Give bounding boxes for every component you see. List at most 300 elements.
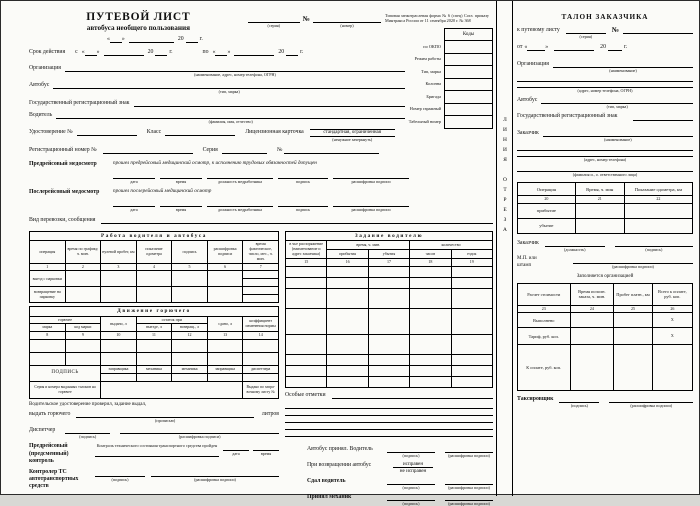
sign-caption: (подпись) — [79, 434, 97, 440]
table-cell — [65, 353, 101, 366]
table-cell — [207, 353, 243, 366]
layout — [445, 493, 493, 506]
table-cell — [445, 91, 493, 104]
table-cell — [65, 271, 101, 287]
blank-line — [445, 493, 493, 501]
year-token: 20 — [147, 49, 154, 56]
right-column — [285, 231, 493, 506]
blank-line — [609, 395, 693, 403]
blank-line — [104, 48, 144, 56]
table-cell — [368, 365, 409, 376]
blank-line — [608, 43, 622, 51]
table-cell — [327, 308, 368, 334]
signfull-caption: (расшифровка подписи) — [448, 452, 490, 458]
table-cell — [101, 340, 137, 353]
pre-control-label: Предрейсовый (предсменный) контроль — [29, 443, 69, 464]
customer-caption: (наименование) — [604, 137, 632, 143]
driver-work-table — [29, 231, 279, 303]
special-marks-row — [285, 391, 493, 400]
blank-line — [284, 146, 379, 154]
layout — [518, 183, 693, 234]
table-cell — [451, 354, 492, 365]
bus-accepted-label: Автобус принял. Водитель — [307, 445, 373, 452]
table-cell — [368, 334, 409, 354]
table-cell — [368, 308, 409, 334]
driver-label: Водитель — [29, 111, 53, 118]
layout — [286, 232, 493, 387]
blank-line — [553, 60, 693, 68]
blank-line — [65, 426, 110, 434]
table-cell — [327, 365, 368, 376]
blank-line — [253, 443, 279, 451]
table-cell — [614, 328, 653, 345]
layout — [160, 199, 202, 212]
table-cell — [614, 345, 653, 391]
organization-label: Организация — [29, 65, 61, 72]
blank-line — [113, 199, 155, 207]
col-paid-run: Пробег платн., км — [614, 283, 653, 305]
layout — [517, 166, 693, 177]
col-arrival: прибытия — [327, 250, 368, 259]
blank-line — [332, 391, 493, 399]
god-token: г. — [199, 36, 203, 43]
blank-line — [85, 48, 97, 56]
table-cell — [243, 287, 279, 295]
layout — [30, 241, 279, 263]
table-cell — [65, 340, 101, 353]
col-total-due: Всего к оплате, руб. коп. — [652, 283, 692, 305]
date-caption: дата — [130, 207, 138, 213]
table-cell: 20 — [518, 196, 576, 204]
validity-row — [29, 48, 381, 57]
col-odometer: показание одометра — [136, 241, 172, 263]
table-cell — [451, 365, 492, 376]
table-cell: 26 — [652, 305, 692, 313]
table-cell — [451, 308, 492, 334]
table-cell — [207, 373, 243, 381]
table-cell — [243, 353, 279, 366]
row-departure: выезд с парковки — [30, 271, 66, 287]
table-cell — [65, 287, 101, 303]
table-cell — [368, 288, 409, 308]
time-caption: время — [175, 178, 187, 184]
blank-line — [333, 199, 409, 207]
layout — [445, 445, 493, 458]
layout — [553, 60, 693, 73]
blank-line — [623, 26, 693, 34]
blank-line — [234, 48, 274, 56]
date-caption: дата — [130, 178, 138, 184]
organization-caption: (наименование, адрес, номер телефона, ОГРН) — [194, 72, 276, 78]
coupon-customer-row — [517, 129, 693, 142]
table-cell: 5 — [172, 263, 208, 271]
table-cell — [136, 353, 172, 366]
customer-address-caption: (адрес, номер телефона) — [583, 157, 627, 163]
layout — [207, 199, 273, 212]
post-med-signs — [113, 199, 493, 212]
words-caption: (прописью) — [155, 418, 176, 424]
table-cell — [368, 354, 409, 365]
blank-line — [65, 64, 405, 72]
table-cell: 24 — [570, 305, 614, 313]
class-label: Класс — [146, 128, 162, 135]
col-hours: часов — [410, 250, 451, 259]
table-cell — [172, 373, 208, 381]
row-arrival: прибытие — [518, 204, 576, 219]
table-cell — [136, 340, 172, 353]
layout — [65, 426, 110, 439]
table-cell — [327, 288, 368, 308]
table-cell — [410, 308, 451, 334]
codes-block — [385, 13, 493, 129]
sign-fueler: заправщика — [101, 366, 137, 374]
table-cell — [172, 353, 208, 366]
bus-condition-row — [307, 461, 493, 475]
blank-line — [248, 15, 300, 23]
layout — [65, 64, 405, 77]
table-cell — [286, 334, 327, 354]
number-sign: № — [276, 146, 283, 153]
col-at-departure: выезде, л — [136, 324, 172, 332]
blank-line — [615, 239, 693, 247]
quote-close: » — [96, 49, 100, 56]
group-time: время, ч. мин. — [327, 241, 410, 250]
layout — [313, 15, 381, 28]
quote-close: » — [121, 36, 125, 43]
notes-line — [285, 402, 493, 409]
bus-caption: (тип, марка) — [606, 103, 628, 109]
col-returned-fuel: сдано, л — [207, 316, 243, 332]
table-cell: 8 — [30, 332, 66, 340]
layout — [151, 469, 279, 482]
bus-row — [29, 81, 405, 94]
x-mark: X — [652, 328, 692, 345]
codes-label-tabel: Табельный номер — [408, 118, 441, 124]
layout — [518, 183, 693, 196]
table-cell: 22 — [624, 196, 692, 204]
layout — [29, 188, 493, 197]
table-cell — [286, 354, 327, 365]
codes-label-rezhim: Режим работы — [414, 56, 441, 62]
organization-line — [517, 75, 693, 82]
lic-card-options: стандартная, ограниченная — [323, 129, 382, 135]
table-cell: 14 — [243, 332, 279, 340]
table-cell — [286, 376, 327, 387]
to-waybill-label: к путевому листу — [517, 26, 560, 33]
time-caption: время — [260, 451, 272, 457]
blank-line — [286, 48, 298, 56]
blank-line — [160, 171, 202, 179]
table-cell — [172, 287, 208, 303]
table-cell — [327, 354, 368, 365]
table-cell — [624, 204, 692, 219]
table-cell — [368, 277, 409, 288]
layout — [30, 340, 279, 353]
layout — [207, 171, 273, 184]
lic-card-label: Лицензионная карточка — [245, 128, 304, 135]
layout — [310, 128, 395, 142]
layout — [286, 232, 493, 241]
layout — [29, 160, 493, 169]
customer-label: Заказчик — [517, 130, 539, 137]
blank-line — [56, 111, 405, 119]
customer-fio-caption: (фамилия и., о. ответственного лица) — [572, 172, 638, 178]
blank-line — [207, 199, 273, 207]
pre-med-label: Предрейсовый медосмотр — [29, 160, 97, 167]
table-cell — [30, 340, 66, 353]
transport-type-row — [29, 216, 493, 225]
notes-line — [285, 430, 493, 437]
table-cell — [30, 353, 66, 366]
layout — [286, 365, 493, 376]
sign-caption: (подпись) — [570, 403, 588, 409]
table-cell — [445, 116, 493, 129]
page-subtitle: автобуса необщего пользования — [86, 23, 191, 32]
table-cell — [327, 334, 368, 354]
table-cell — [624, 219, 692, 234]
sign-fueler: заправщика — [207, 366, 243, 374]
dispatcher-row — [29, 426, 279, 439]
table-cell — [101, 287, 137, 303]
table-cell — [410, 266, 451, 277]
col-time: Время, ч. мин — [575, 183, 624, 196]
coupon-title: ТАЛОН ЗАКАЗЧИКА — [561, 13, 649, 21]
layout — [518, 328, 693, 345]
layout — [385, 103, 493, 116]
coupon-operations-table — [517, 182, 693, 234]
blank-line — [545, 239, 605, 247]
layout — [518, 283, 693, 305]
fuel-table — [29, 306, 279, 398]
col-zero-run: нулевой пробег, км — [101, 241, 137, 263]
layout — [160, 171, 202, 184]
layout — [30, 232, 279, 303]
organization-caption: (наименование) — [609, 67, 637, 73]
layout — [56, 111, 405, 124]
to-token: по — [202, 49, 209, 56]
left-column — [29, 231, 279, 506]
license-row — [29, 128, 429, 142]
taxer-row — [517, 395, 693, 408]
table-cell — [451, 266, 492, 277]
table-cell — [101, 271, 137, 287]
sign-caption: (подпись) — [645, 247, 663, 253]
table-cell — [172, 340, 208, 353]
lic-card-caption: (ненужное зачеркнуть) — [332, 136, 373, 142]
notes-line — [285, 409, 493, 416]
table-cell: 3 — [101, 263, 137, 271]
post-med-label: Послерейсовый медосмотр — [29, 189, 100, 196]
driver-row — [29, 111, 405, 124]
table-cell — [136, 373, 172, 381]
table-cell — [410, 277, 451, 288]
on-return-label: При возвращении автобус — [307, 461, 372, 468]
table-cell — [207, 340, 243, 353]
signfull-caption: расшифровка подписи — [351, 178, 391, 184]
quote-close: » — [545, 43, 549, 50]
blank-line — [113, 171, 155, 179]
blank-line — [120, 426, 279, 434]
page-title: ПУТЕВОЙ ЛИСТ — [86, 11, 191, 23]
blank-line — [445, 477, 493, 485]
table-cell — [286, 365, 327, 376]
number-sign: № — [611, 25, 620, 34]
layout — [113, 199, 155, 212]
col-order-time: Время исполн. заказа, ч. мин. — [570, 283, 614, 305]
layout — [445, 477, 493, 490]
table-cell — [172, 271, 208, 287]
codes-table — [385, 28, 493, 129]
table-cell — [286, 277, 327, 288]
accepted-by-label: Принял механик — [307, 493, 352, 500]
layout — [30, 232, 279, 241]
bus-label: Автобус — [29, 82, 50, 89]
table-cell — [445, 103, 493, 116]
table-cell — [451, 334, 492, 354]
table-cell — [243, 279, 279, 287]
row-completed: Выполнено — [518, 313, 571, 328]
table-cell — [445, 78, 493, 91]
coupon-organization-row — [517, 60, 693, 73]
table-cell — [243, 373, 279, 381]
customer-sign-label: Заказчик — [517, 240, 539, 247]
from-token: с — [75, 49, 78, 56]
layout — [518, 345, 693, 391]
serviceable-option: исправен — [402, 460, 424, 467]
layout — [387, 493, 435, 506]
sign-mechanic: механика — [172, 366, 208, 374]
coupon-waybill-row — [517, 26, 693, 39]
validity-label: Срок действия — [29, 49, 66, 56]
issue-date-row — [107, 35, 381, 44]
layout — [30, 332, 279, 340]
post-med-block — [29, 188, 493, 212]
table-cell — [327, 277, 368, 288]
time-caption: время — [175, 207, 187, 213]
blank-line — [278, 171, 328, 179]
blank-line — [527, 43, 545, 51]
table-cell — [286, 308, 327, 334]
layout — [30, 307, 279, 398]
layout — [385, 53, 493, 66]
table-cell: 7 — [243, 263, 279, 271]
stamp-row — [517, 256, 693, 269]
layout — [518, 313, 693, 328]
layout — [286, 241, 493, 250]
blank-line — [53, 81, 405, 89]
sign-caption: (подпись) — [111, 477, 129, 482]
blank-line — [134, 99, 405, 107]
quote-open: « — [524, 43, 528, 50]
blank-line — [559, 395, 599, 403]
col-disposal: в чье распоряжение (наименование и адрес заказчика) — [286, 241, 327, 258]
pre-med-block — [29, 160, 493, 184]
blank-line — [155, 48, 167, 56]
layout — [559, 395, 599, 408]
coupon-bus-row — [517, 96, 693, 109]
layout — [566, 26, 606, 39]
table-cell: 13 — [207, 332, 243, 340]
medworker-caption: должность медработника — [217, 178, 263, 184]
layout — [286, 277, 493, 288]
layout — [30, 316, 279, 324]
signfull-caption: (расшифровка подписи) — [448, 484, 490, 490]
signfull-caption: (расшифровка подписи) — [612, 264, 654, 270]
table-cell — [286, 266, 327, 277]
table-cell — [327, 266, 368, 277]
blank-line — [554, 43, 594, 51]
pre-med-signs — [113, 171, 493, 184]
table-cell — [327, 376, 368, 387]
layout — [30, 271, 279, 279]
layout — [615, 239, 693, 252]
table-cell — [368, 376, 409, 387]
dispatcher-label: Диспетчер — [29, 427, 56, 434]
customer-coupon — [517, 13, 693, 409]
sign-caption: (подпись) — [402, 500, 420, 506]
fuel-table-title: Движение горючего — [30, 307, 279, 316]
table-cell — [410, 334, 451, 354]
table-cell — [575, 204, 624, 219]
blank-line — [387, 445, 435, 453]
sign-caption: (подпись) — [402, 452, 420, 458]
row-departure: убытие — [518, 219, 576, 234]
transport-type-label: Вид перевозки, сообщения — [29, 217, 96, 224]
layout — [95, 469, 145, 482]
table-cell — [101, 381, 243, 398]
table-cell: 21 — [575, 196, 624, 204]
sign-mechanic: механика — [136, 366, 172, 374]
blank-line — [95, 469, 145, 477]
table-cell: 4 — [136, 263, 172, 271]
codes-label-okpo: по ОКПО — [423, 43, 441, 49]
col-operation: операция — [30, 241, 66, 263]
table-cell: 25 — [614, 305, 653, 313]
table-cell: 16 — [327, 258, 368, 266]
layout — [387, 445, 435, 458]
number-caption: (номер) — [340, 23, 354, 28]
task-table-title: Задание водителю — [286, 232, 493, 241]
work-table-title: Работа водителя и автобуса — [30, 232, 279, 241]
blank-line — [207, 171, 273, 179]
layout — [278, 171, 328, 184]
table-cell — [286, 288, 327, 308]
bus-label: Автобус — [517, 96, 538, 103]
table-cell: 15 — [286, 258, 327, 266]
signfull-caption: (расшифровка подписи) — [178, 434, 221, 440]
layout — [253, 443, 279, 456]
table-cell — [575, 219, 624, 234]
table-cell: 6 — [207, 263, 243, 271]
stamp-label: М.П. или штамп — [517, 256, 537, 268]
sign-caption: подпись — [295, 178, 311, 184]
col-norm-coeff: коэффициент изменения нормы — [243, 316, 279, 332]
col-operation: Операция — [518, 183, 576, 196]
cut-strip — [496, 1, 513, 496]
layout — [286, 334, 493, 354]
license-checked-line: Водительское удостоверение проверил, задание выдал, — [29, 401, 147, 407]
table-cell — [451, 277, 492, 288]
tables-area — [29, 231, 493, 506]
layout — [223, 443, 249, 456]
table-cell — [207, 287, 243, 303]
organization-row — [29, 64, 405, 77]
layout — [517, 151, 693, 162]
blank-line — [543, 129, 693, 137]
table-cell: 10 — [101, 332, 137, 340]
title-block — [29, 11, 381, 57]
table-cell — [445, 66, 493, 79]
